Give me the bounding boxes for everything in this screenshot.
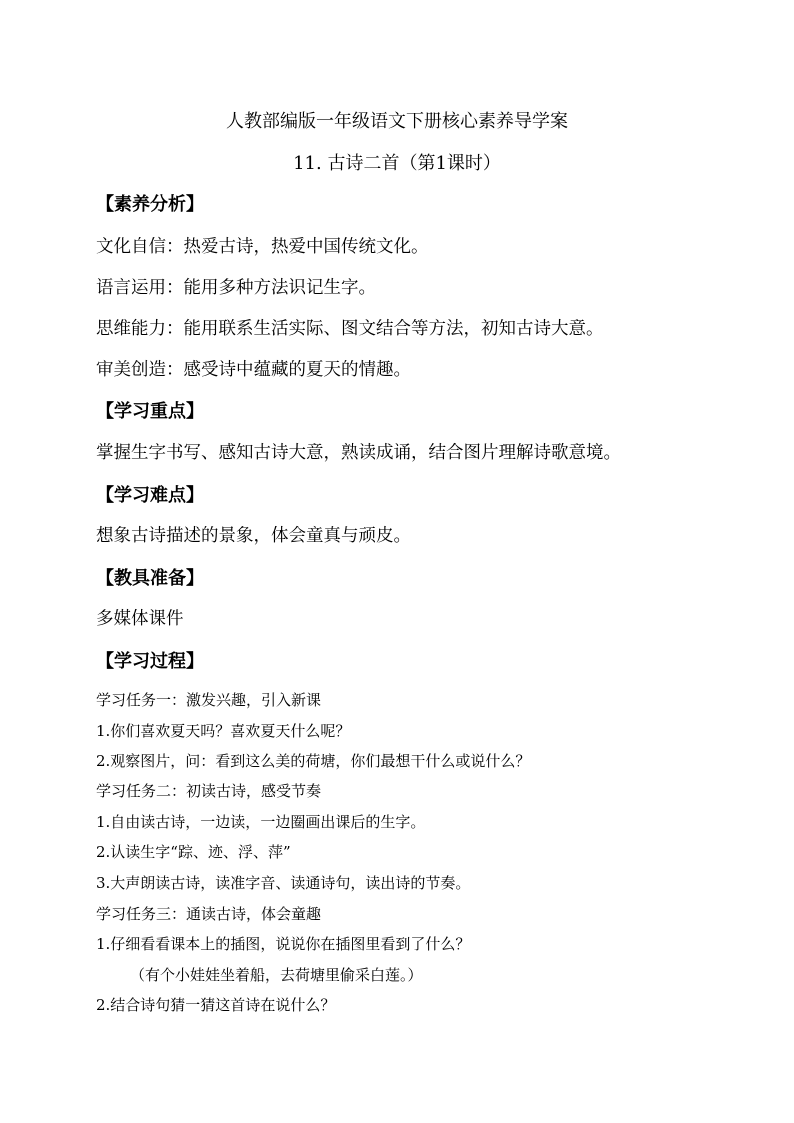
section-heading-process: 【学习过程】 [96, 651, 204, 672]
difficulty-text: 想象古诗描述的景象，体会童真与顽皮。 [96, 526, 411, 546]
section-heading-tools: 【教具准备】 [96, 568, 204, 589]
process-step: 2.结合诗句猜一猜这首诗在说什么？ [96, 996, 336, 1014]
section-heading-focus: 【学习重点】 [96, 401, 204, 422]
focus-text: 掌握生字书写、感知古诗大意，熟读成诵，结合图片理解诗歌意境。 [96, 443, 621, 463]
analysis-item: 思维能力：能用联系生活实际、图文结合等方法，初知古诗大意。 [96, 319, 604, 339]
process-step: 1.你们喜欢夏天吗？喜欢夏天什么呢？ [96, 722, 351, 740]
analysis-item: 语言运用：能用多种方法识记生字。 [96, 278, 376, 298]
analysis-item: 审美创造：感受诗中蕴藏的夏天的情趣。 [96, 360, 411, 380]
process-task-heading: 学习任务二：初读古诗，感受节奏 [96, 782, 322, 800]
process-task-heading: 学习任务三：通读古诗，体会童趣 [96, 905, 322, 923]
process-step: 3.大声朗读古诗，读准字音、读通诗句，读出诗的节奏。 [96, 874, 471, 892]
document-title: 人教部编版一年级语文下册核心素养导学案 [226, 111, 568, 132]
process-answer-note: （有个小娃娃坐着船，去荷塘里偷采白莲。） [130, 966, 423, 984]
process-step: 2.观察图片，问：看到这么美的荷塘，你们最想干什么或说什么？ [96, 752, 531, 770]
analysis-item: 文化自信：热爱古诗，热爱中国传统文化。 [96, 237, 429, 257]
process-task-heading: 学习任务一：激发兴趣，引入新课 [96, 691, 322, 709]
section-heading-difficulty: 【学习难点】 [96, 485, 204, 506]
section-heading-analysis: 【素养分析】 [96, 194, 204, 215]
process-step: 2.认读生字“踪、迹、浮、萍” [96, 843, 291, 861]
lesson-subtitle: 11. 古诗二首（第1课时） [293, 153, 501, 174]
process-step: 1.自由读古诗，一边读，一边圈画出课后的生字。 [96, 813, 426, 831]
tools-text: 多媒体课件 [96, 609, 184, 629]
process-step: 1.仔细看看课本上的插图，说说你在插图里看到了什么？ [96, 935, 471, 953]
